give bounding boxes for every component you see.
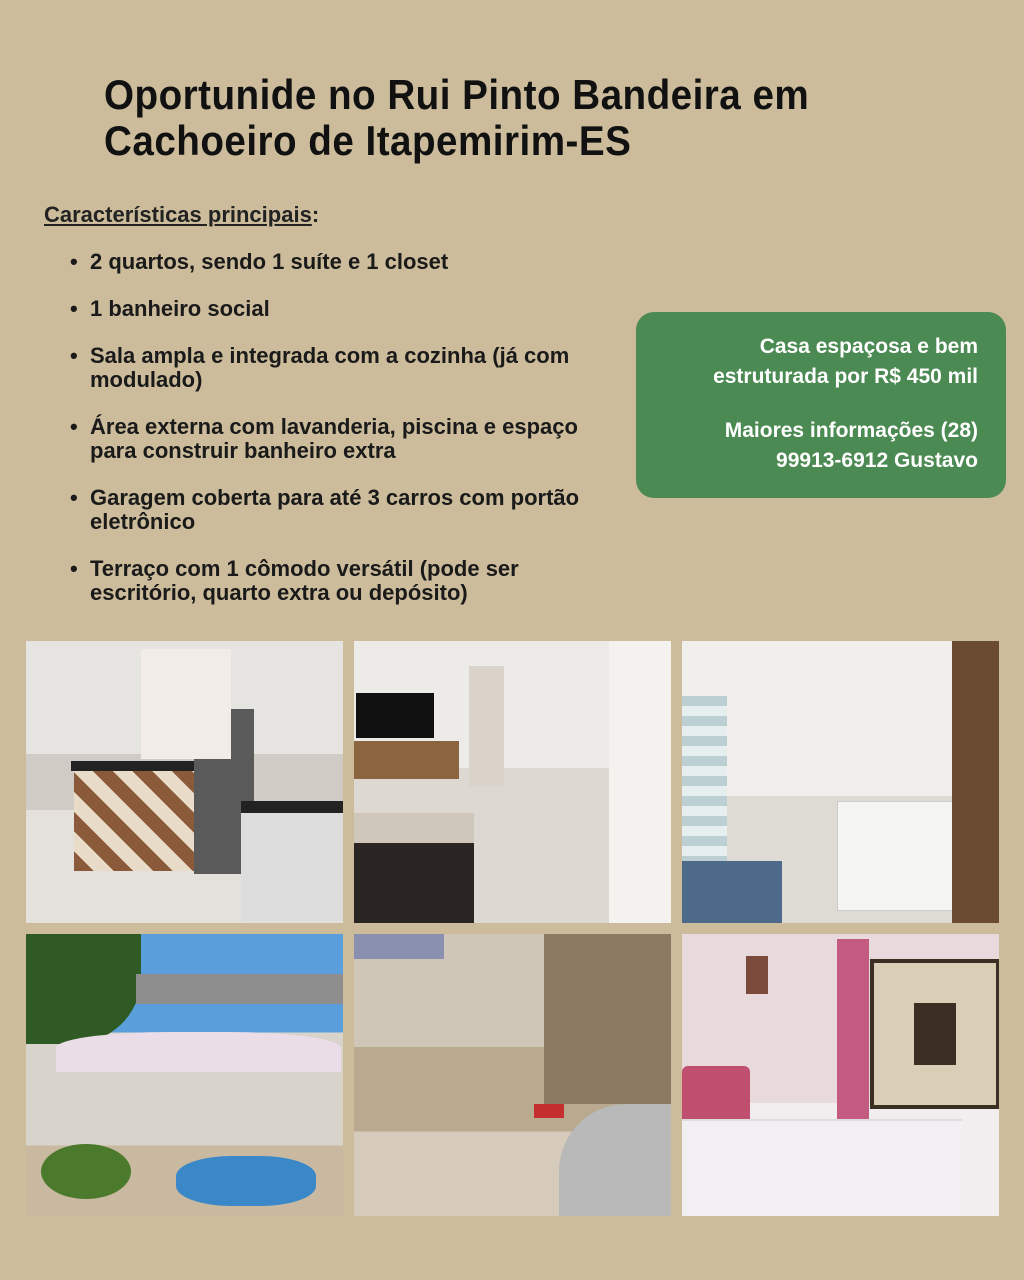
feature-item: • 2 quartos, sendo 1 suíte e 1 closet — [70, 250, 630, 274]
feature-item: • Terraço com 1 cômodo versátil (pode ser escritório, quarto extra ou depósito) — [70, 557, 630, 605]
features-heading-text: Características principais — [44, 202, 312, 227]
price-text: Casa espaçosa e bem estruturada por R$ 450 mil — [713, 335, 978, 388]
bedroom-closet-photo — [682, 641, 999, 923]
page-title: Oportunide no Rui Pinto Bandeira em Cachoeiro de Itapemirim-ES — [104, 71, 810, 164]
features-list — [70, 250, 630, 628]
features-heading-colon: : — [311, 202, 320, 227]
contact-text: Maiores informações (28) 99913-6912 Gustavo — [724, 419, 978, 472]
kitchen-photo — [26, 641, 343, 923]
garage-photo — [354, 934, 671, 1216]
features-heading — [44, 202, 319, 228]
feature-item: • Área externa com lavanderia, piscina e espaço para construir banheiro extra — [70, 415, 630, 463]
living-room-photo — [354, 641, 671, 923]
price-contact-box — [636, 312, 1006, 498]
pool-area-photo — [26, 934, 343, 1216]
feature-item: • 1 banheiro social — [70, 297, 630, 321]
feature-item: • Sala ampla e integrada com a cozinha (já com modulado) — [70, 344, 630, 392]
bedroom-photo — [682, 934, 999, 1216]
feature-item: • Garagem coberta para até 3 carros com portão eletrônico — [70, 486, 630, 534]
